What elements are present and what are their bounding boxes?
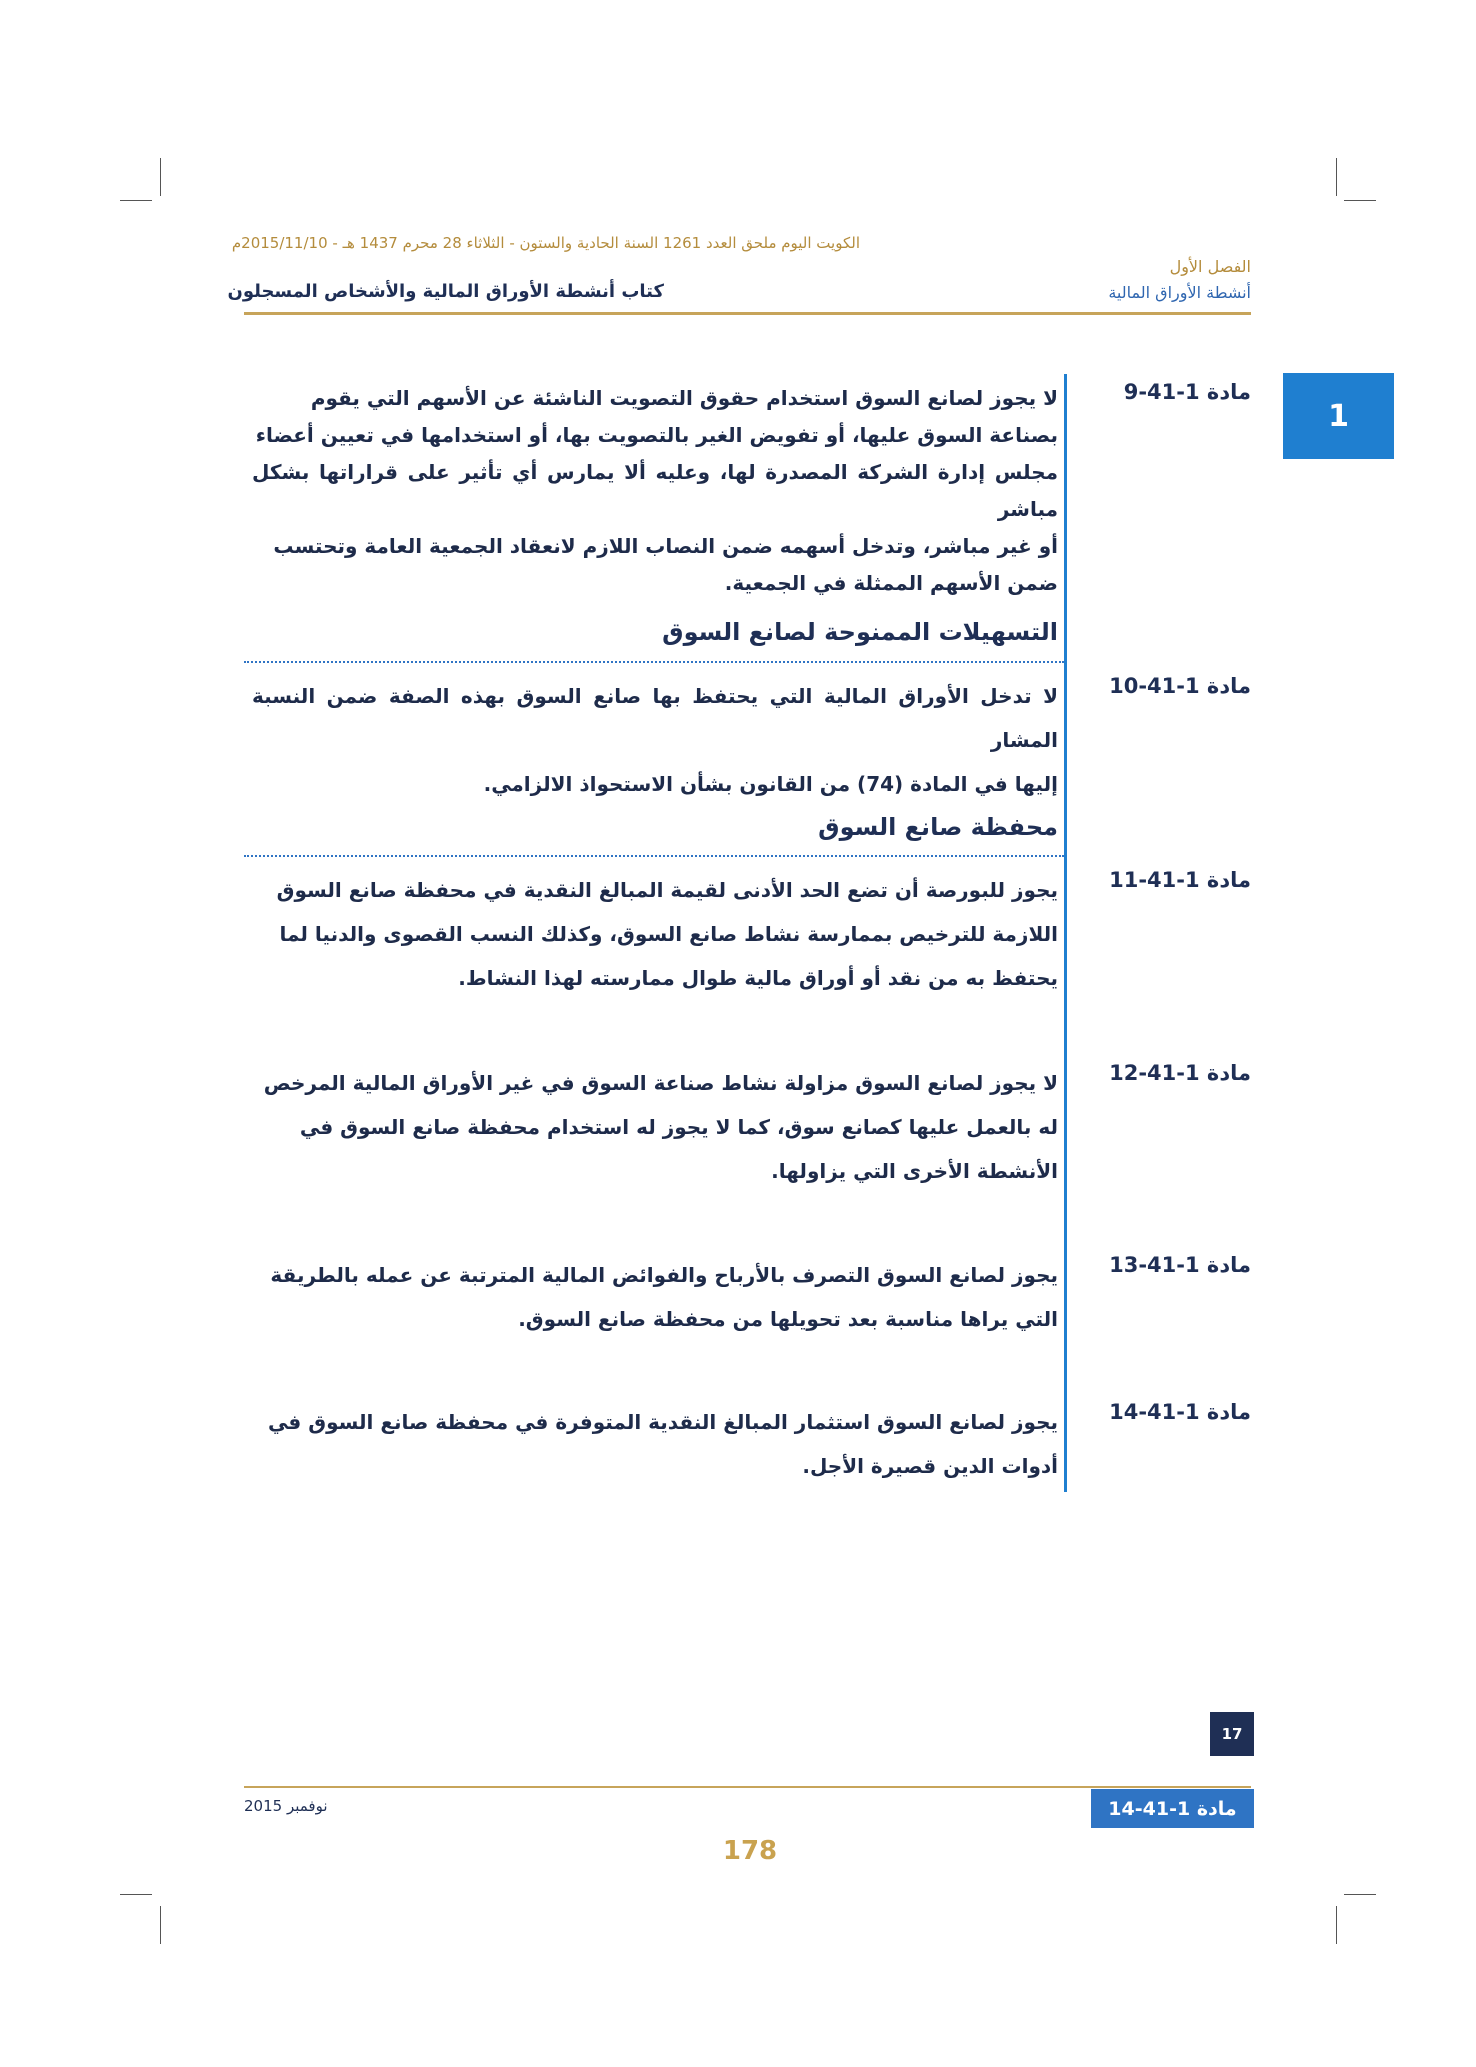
article-label: مادة 1-41-11 xyxy=(1109,868,1251,892)
page-box: 17 xyxy=(1210,1712,1254,1756)
article-line: يجوز للبورصة أن تضع الحد الأدنى لقيمة المبالغ النقدية في محفظة صانع السوق xyxy=(276,878,1058,902)
crop-mark xyxy=(160,158,161,196)
footer-rule xyxy=(244,1786,1251,1788)
crop-mark xyxy=(160,1906,161,1944)
chapter-title: الفصل الأول xyxy=(1169,257,1251,276)
footer-date: نوفمبر 2015 xyxy=(244,1797,328,1815)
article-label: مادة 1-41-13 xyxy=(1109,1253,1251,1277)
crop-mark xyxy=(1336,1906,1337,1944)
article-line: يجوز لصانع السوق استثمار المبالغ النقدية المتوفرة في محفظة صانع السوق في xyxy=(267,1410,1058,1434)
article-line: التي يراها مناسبة بعد تحويلها من محفظة صانع السوق. xyxy=(518,1307,1058,1331)
footer-article-tag: مادة 1-41-14 xyxy=(1091,1789,1254,1828)
section-heading: محفظة صانع السوق xyxy=(818,813,1058,841)
article-label: مادة 1-41-10 xyxy=(1109,674,1251,698)
article-line: لا تدخل الأوراق المالية التي يحتفظ بها صانع السوق بهذه الصفة ضمن النسبة المشار xyxy=(252,684,1058,752)
content-divider xyxy=(1064,374,1067,1492)
article-line: يحتفظ به من نقد أو أوراق مالية طوال ممارسته لهذا النشاط. xyxy=(458,966,1058,990)
article-line: مجلس إدارة الشركة المصدرة لها، وعليه ألا يمارس أي تأثير على قراراتها بشكل مباشر xyxy=(252,460,1058,521)
article-line: اللازمة للترخيص بممارسة نشاط صانع السوق، وكذلك النسب القصوى والدنيا لما xyxy=(279,922,1058,946)
crop-mark xyxy=(120,1894,152,1895)
article-text xyxy=(252,380,1058,602)
article-line: لا يجوز لصانع السوق استخدام حقوق التصويت الناشئة عن الأسهم التي يقوم xyxy=(310,386,1058,410)
article-text xyxy=(252,1253,1058,1341)
article-text xyxy=(252,674,1058,806)
crop-mark xyxy=(1344,1894,1376,1895)
dotted-divider xyxy=(244,661,1064,663)
crop-mark xyxy=(1336,158,1337,196)
book-title: كتاب أنشطة الأوراق المالية والأشخاص المسجلون xyxy=(227,281,664,302)
article-line: له بالعمل عليها كصانع سوق، كما لا يجوز له استخدام محفظة صانع السوق في xyxy=(299,1115,1058,1139)
article-line: ضمن الأسهم الممثلة في الجمعية. xyxy=(724,571,1058,595)
dotted-divider xyxy=(244,855,1064,857)
article-line: إليها في المادة (74) من القانون بشأن الاستحواذ الالزامي. xyxy=(483,772,1058,796)
article-line: أدوات الدين قصيرة الأجل. xyxy=(802,1454,1058,1478)
gazette-line: الكويت اليوم ملحق العدد 1261 السنة الحادية والستون - الثلاثاء 28 محرم 1437 هـ - 2015/11/10م xyxy=(231,234,860,252)
article-label: مادة 1-41-9 xyxy=(1123,380,1251,404)
article-line: لا يجوز لصانع السوق مزاولة نشاط صناعة السوق في غير الأوراق المالية المرخص xyxy=(263,1071,1058,1095)
article-text xyxy=(252,1400,1058,1488)
crop-mark xyxy=(1344,200,1376,201)
article-line: أو غير مباشر، وتدخل أسهمه ضمن النصاب اللازم لانعقاد الجمعية العامة وتحتسب xyxy=(273,534,1058,558)
page-number: 178 xyxy=(722,1836,778,1866)
crop-mark xyxy=(120,200,152,201)
article-label: مادة 1-41-12 xyxy=(1109,1061,1251,1085)
module-title: أنشطة الأوراق المالية xyxy=(1108,283,1251,302)
article-text xyxy=(252,1061,1058,1193)
section-heading: التسهيلات الممنوحة لصانع السوق xyxy=(662,618,1058,646)
article-line: الأنشطة الأخرى التي يزاولها. xyxy=(771,1159,1058,1183)
article-text xyxy=(252,868,1058,1000)
article-line: بصناعة السوق عليها، أو تفويض الغير بالتصويت بها، أو استخدامها في تعيين أعضاء xyxy=(255,423,1058,447)
chapter-tab: 1 xyxy=(1283,373,1394,459)
article-label: مادة 1-41-14 xyxy=(1109,1400,1251,1424)
article-line: يجوز لصانع السوق التصرف بالأرباح والفوائض المالية المترتبة عن عمله بالطريقة xyxy=(270,1263,1058,1287)
header-rule xyxy=(244,312,1251,315)
